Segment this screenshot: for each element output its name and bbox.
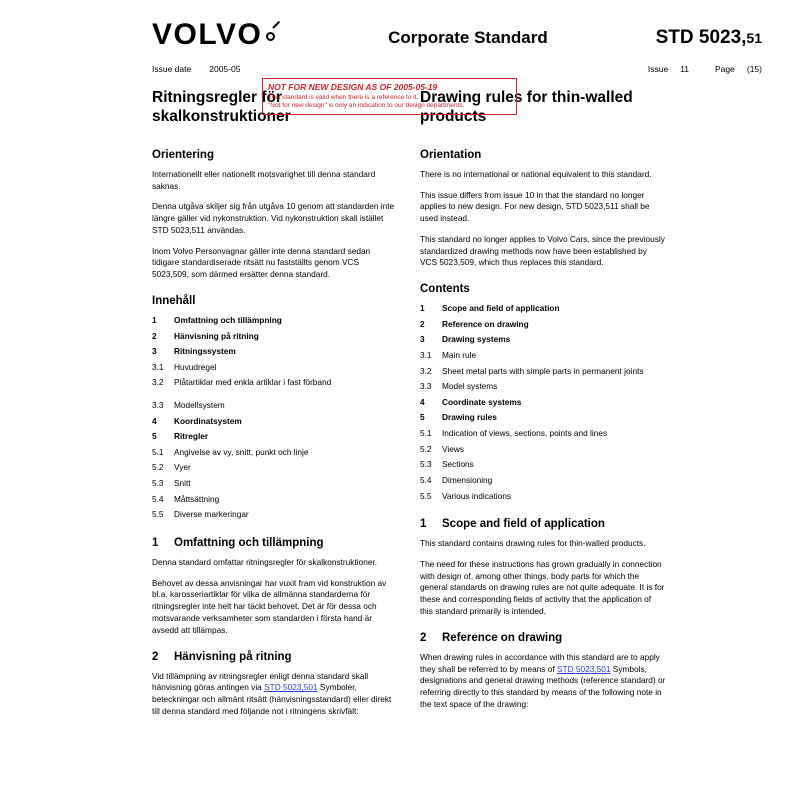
- contents-item-label: Huvudregel: [174, 361, 217, 372]
- contents-item-label: Plåtartiklar med enkla artiklar i fast förband: [174, 377, 332, 388]
- heading-orientation-en: Orientation: [420, 148, 482, 161]
- contents-item-number: 3.1: [152, 361, 164, 372]
- paragraph-s1-sv-2: Behovet av dessa anvisningar har vuxit fram vid konstruktion av bl.a. karosseriartiklar för vilka de allmänna standarderna för ritningsregler inte helt har täckt behovet. Det är för dessa och motsvarande verksamheter som standarden i första hand är avsedd att tillämpas.: [152, 577, 387, 635]
- issue-value: 11: [680, 64, 690, 74]
- contents-item-number: 3.2: [420, 365, 432, 376]
- section-2-title-en: Reference on drawing: [442, 631, 563, 644]
- contents-item-number: 3.3: [420, 381, 432, 392]
- standard-number: [656, 27, 762, 50]
- contents-item[interactable]: [420, 303, 666, 315]
- volvo-logo: [152, 20, 280, 50]
- contents-item[interactable]: [420, 366, 666, 378]
- section-1-number-en: 1: [420, 518, 427, 531]
- contents-item[interactable]: [152, 346, 398, 358]
- heading-contents-sv: Innehåll: [152, 295, 196, 307]
- contents-item-number: 4: [152, 415, 157, 426]
- notice-headline: NOT FOR NEW DESIGN AS OF 2005-05-19: [268, 82, 438, 92]
- paragraph-orientation-sv-1: Internationellt eller nationellt motsvarighet till denna standard saknas.: [152, 168, 376, 191]
- contents-item[interactable]: [152, 494, 398, 506]
- contents-item-label: Vyer: [174, 462, 191, 473]
- contents-item[interactable]: [152, 315, 398, 327]
- paragraph-orientation-en-3: This standard no longer applies to Volvo Cars, since the previously standardized drawing methods now have been established by VCS 5023,509, which thus replaces this standard.: [420, 233, 665, 268]
- contents-item[interactable]: [152, 400, 398, 412]
- contents-item[interactable]: [420, 319, 666, 331]
- section-2-title-sv: Hänvisning på ritning: [174, 650, 292, 663]
- paragraph-orientation-sv-3: Inom Volvo Personvagnar gäller inte denna standard sedan tidigare standardiserade ritsätt nu fastställts genom VCS 5023,509, som därmed ersätter denna standard.: [152, 245, 371, 280]
- contents-item[interactable]: [152, 377, 398, 389]
- contents-item[interactable]: [420, 334, 666, 346]
- issue-label: Issue: [647, 64, 669, 74]
- contents-item-label: Ritregler: [174, 431, 209, 442]
- contents-item[interactable]: [152, 447, 398, 459]
- paragraph-s1-en-1: This standard contains drawing rules for thin-walled products.: [420, 538, 646, 549]
- contents-item[interactable]: [420, 491, 666, 503]
- standard-number-sub: 51: [746, 30, 762, 46]
- document-header: [0, 0, 800, 50]
- heading-section-2-en: [420, 632, 666, 644]
- contents-item[interactable]: [420, 412, 666, 424]
- paragraph-s2-sv: [152, 671, 398, 718]
- contents-item-label: Views: [442, 443, 464, 454]
- column-swedish: [152, 88, 398, 727]
- contents-item-label: Omfattning och tillämpning: [174, 315, 282, 325]
- contents-item-label: Indication of views, sections, points and lines: [442, 428, 608, 439]
- contents-item-label: Scope and field of application: [442, 303, 560, 314]
- contents-item-label: Hänvisning på ritning: [174, 330, 259, 341]
- contents-item[interactable]: [152, 509, 398, 521]
- contents-item-number: 5.3: [420, 459, 432, 470]
- paragraph-s2-en-part-a: When drawing rules in accordance with this standard are to apply they shall be referred to by means of: [420, 651, 660, 674]
- contents-item[interactable]: [152, 431, 398, 443]
- heading-section-2-sv: [152, 651, 398, 663]
- heading-orientation-sv: Orientering: [152, 148, 214, 161]
- header-title: Corporate Standard: [388, 28, 548, 47]
- issue-page-group: [648, 64, 762, 74]
- contents-item-number: 5: [420, 412, 425, 423]
- std-5023-501-link-en[interactable]: STD 5023,501: [556, 663, 611, 674]
- issue-date-group: [152, 64, 240, 74]
- contents-item-number: 3: [152, 346, 157, 357]
- contents-item-number: 3.2: [152, 377, 164, 388]
- contents-item-number: 5.5: [152, 509, 164, 520]
- contents-item[interactable]: [420, 459, 666, 471]
- body-columns: [0, 74, 800, 727]
- document-meta: [0, 50, 800, 74]
- contents-item[interactable]: [152, 462, 398, 474]
- page-label: Page: [715, 64, 735, 74]
- paragraph-orientation-en-1: There is no international or national equivalent to this standard.: [420, 168, 652, 179]
- contents-item-label: Modellsystem: [174, 400, 225, 411]
- paragraph-s2-sv-part-a: Vid tillämpning av ritningsregler enligt denna standard skall hänvisning göras antingen via: [152, 670, 369, 693]
- contents-item-label: Måttsättning: [174, 493, 220, 504]
- contents-item-number: 5.4: [152, 493, 164, 504]
- contents-item[interactable]: [152, 478, 398, 490]
- contents-item-number: 5.2: [152, 462, 164, 473]
- contents-item-number: 5.5: [420, 490, 432, 501]
- contents-item[interactable]: [420, 444, 666, 456]
- contents-item-label: Coordinate systems: [442, 396, 522, 407]
- section-2-number-sv: 2: [152, 650, 159, 663]
- contents-item[interactable]: [420, 381, 666, 393]
- contents-item[interactable]: [152, 331, 398, 343]
- contents-item[interactable]: [420, 475, 666, 487]
- section-1-title-en: Scope and field of application: [442, 518, 605, 531]
- contents-item[interactable]: [420, 397, 666, 409]
- section-1-number-sv: 1: [152, 536, 159, 549]
- section-2-number-en: 2: [420, 631, 427, 644]
- contents-item-number: 5.4: [420, 474, 432, 485]
- heading-section-1-en: [420, 518, 666, 530]
- std-5023-501-link-sv[interactable]: STD 5023,501: [264, 682, 318, 693]
- document-title-en: Drawing rules for thin-walled products: [420, 89, 633, 126]
- contents-item-number: 5.2: [420, 443, 432, 454]
- notice-line-2: This standard is valid when there is a reference to it.: [268, 94, 419, 101]
- contents-item-label: Sheet metal parts with simple parts in permanent joints: [442, 365, 644, 376]
- contents-item-label: Drawing systems: [442, 334, 511, 345]
- not-for-new-design-notice: [262, 78, 517, 115]
- standard-number-main: STD 5023,: [655, 27, 747, 48]
- column-english: [420, 88, 666, 727]
- contents-item-label: Ritningssystem: [174, 346, 236, 357]
- contents-item-label: Reference on drawing: [442, 318, 529, 329]
- contents-item-number: 5.1: [152, 446, 164, 457]
- paragraph-s1-sv-1: Denna standard omfattar ritningsregler för skalkonstruktioner.: [152, 556, 378, 567]
- contents-item-label: Main rule: [442, 350, 477, 361]
- contents-item-number: 5: [152, 431, 157, 442]
- contents-item-label: Sections: [442, 459, 474, 470]
- volvo-iron-mark-icon: [266, 29, 280, 43]
- paragraph-s2-en-part-b: Symbols, designations and general drawing methods (reference standard) or referring directly to this standard by means of the following note in the text space of the drawing:: [420, 663, 666, 709]
- contents-item-label: Diverse markeringar: [174, 509, 249, 520]
- contents-item-label: Various indications: [442, 490, 512, 501]
- contents-item-number: 4: [420, 396, 425, 407]
- contents-item-number: 2: [420, 318, 425, 329]
- contents-item-number: 5.1: [420, 428, 432, 439]
- paragraph-s2-en: [420, 652, 666, 711]
- contents-spacer: [152, 393, 398, 400]
- contents-item-number: 3.3: [152, 400, 164, 411]
- contents-list-en: [420, 303, 666, 502]
- heading-section-1-sv: [152, 537, 398, 549]
- contents-item-number: 2: [152, 330, 157, 341]
- volvo-logo-text: VOLVO: [152, 18, 263, 51]
- contents-item-label: Dimensioning: [442, 474, 493, 485]
- contents-item-number: 1: [152, 315, 157, 325]
- contents-item[interactable]: [420, 350, 666, 362]
- contents-item[interactable]: [152, 416, 398, 428]
- contents-item-number: 3: [420, 334, 425, 345]
- paragraph-s2-sv-part-b: Symboler, beteckningar och allmänt ritsätt (hänvisningsstandard) eller direkt till denna standard med följande not i ritningens skrivfält:: [152, 682, 392, 716]
- contents-item-number: 3.1: [420, 350, 432, 361]
- heading-contents-en: Contents: [420, 283, 470, 296]
- contents-list-sv: [152, 315, 398, 521]
- contents-item-label: Koordinatsystem: [174, 415, 242, 426]
- paragraph-s1-en-2: The need for these instructions has grown gradually in connection with design of, among other things, body parts for which the general standards on drawing rules are not quite adequate. It is for these and corresponding fields of activity that the application of this standard primarily is intended.: [420, 558, 665, 617]
- contents-item-label: Snitt: [174, 478, 191, 489]
- contents-item-number: 5.3: [152, 478, 164, 489]
- contents-item[interactable]: [152, 362, 398, 374]
- notice-line-3: "Not for new design" is only an indication to our design departments.: [268, 102, 465, 110]
- contents-item-number: 1: [420, 303, 425, 314]
- document-title-sv: Ritningsregler för skalkonstruktioner: [152, 89, 291, 126]
- issue-date-label: Issue date: [152, 64, 192, 74]
- contents-item[interactable]: [420, 428, 666, 440]
- paragraph-orientation-en-2: This issue differs from issue 10 in that the standard no longer applies to new design. For new design, STD 5023,511 shall be used instead.: [420, 189, 650, 224]
- contents-item-label: Model systems: [442, 381, 498, 392]
- contents-item-label: Angivelse av vy, snitt, punkt och linje: [174, 446, 309, 457]
- issue-date-value: 2005-05: [209, 64, 241, 74]
- page-value: (15): [746, 64, 762, 74]
- paragraph-orientation-sv-2: Denna utgåva skiljer sig från utgåva 10 genom att standarden inte längre gäller vid nykonstruktion. Vid nykonstruktion skall istället STD 5023,511 användas.: [152, 201, 395, 235]
- section-1-title-sv: Omfattning och tillämpning: [174, 536, 324, 549]
- contents-item-label: Drawing rules: [442, 412, 497, 423]
